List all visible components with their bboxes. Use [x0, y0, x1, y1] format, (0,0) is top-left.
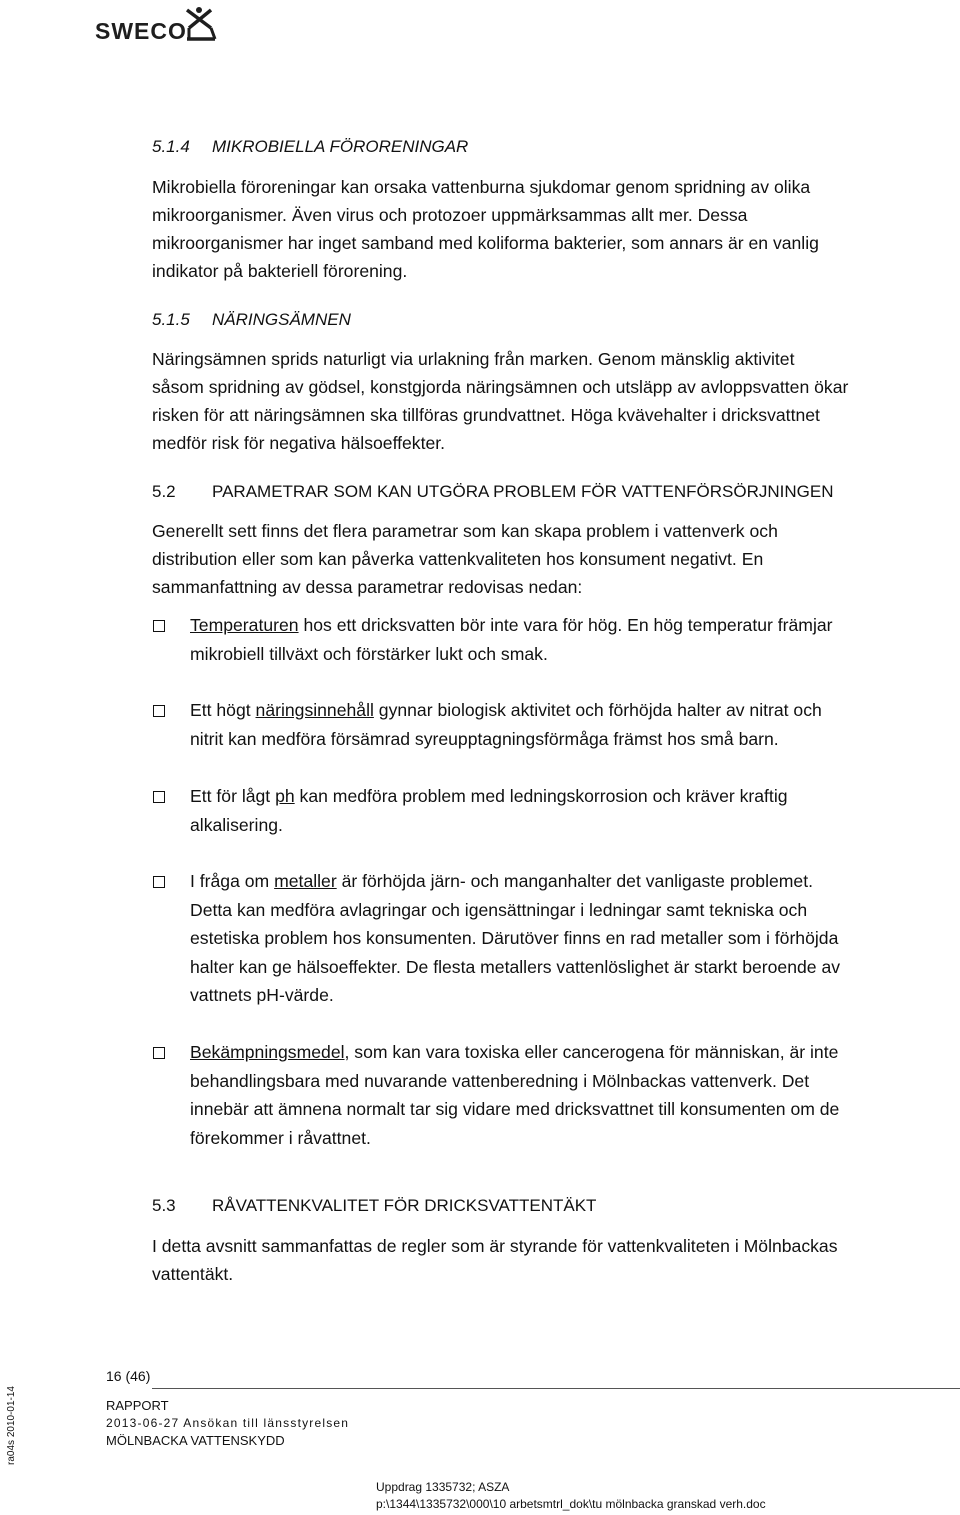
checkbox-bullet-icon [153, 876, 165, 888]
text-line: Näringsämnen sprids naturligt via urlakning från marken. Genom mänsklig aktivitet [152, 349, 795, 369]
section-title-53: RÅVATTENKVALITET FÖR DRICKSVATTENTÄKT [212, 1196, 597, 1215]
paragraph-52 [152, 517, 957, 601]
text-line: risken för att näringsämnen ska tillföras grundvattnet. Höga kvävehalter i dricksvattnet [152, 405, 820, 425]
text-line: mikroorganismer har inget samband med koliforma bakterier, som annars är en vanlig [152, 233, 819, 253]
checkbox-bullet-icon [153, 620, 165, 632]
text-line: förekommer i råvattnet. [190, 1127, 371, 1148]
checkbox-bullet-icon [153, 1047, 165, 1059]
text-line: distribution eller som kan påverka vattenkvaliteten hos konsument negativt. En [152, 549, 764, 569]
checkbox-bullet-icon [153, 791, 165, 803]
text-line: vattnets pH-värde. [190, 985, 334, 1005]
doc-type: RAPPORT [106, 1398, 169, 1413]
page-number: 16 (46) [106, 1368, 151, 1384]
side-code: ra04s 2010-01-14 [5, 1386, 17, 1465]
text-line: estetiska problem hos konsumenten. Därutöver finns en rad metaller som i förhöjda [190, 928, 839, 948]
company-logo: SWECO [95, 18, 187, 44]
section-number-514: 5.1.4 [152, 137, 190, 156]
text-line: innebär att ämnena normalt tar sig vidare med dricksvattnet till konsumenten om de [190, 1099, 840, 1119]
checkbox-bullet-icon [153, 705, 165, 717]
section-number-515: 5.1.5 [152, 310, 190, 329]
text-line: mikrobiell tillväxt och förstärker lukt och smak. [190, 643, 548, 664]
underlined-term: Bekämpningsmedel [190, 1042, 345, 1062]
bullet-nutrients [190, 696, 955, 753]
file-path: p:\1344\1335732\000\10 arbetsmtrl_dok\tu mölnbacka granskad verh.doc [376, 1497, 766, 1511]
text-line: I fråga om metaller är förhöjda järn- och manganhalter det vanligaste problemet. [190, 871, 813, 891]
text-line: Ett högt näringsinnehåll gynnar biologisk aktivitet och förhöjda halter av nitrat och [190, 700, 822, 720]
text-line: I detta avsnitt sammanfattas de regler som är styrande för vattenkvaliteten i Mölnbackas [152, 1236, 838, 1256]
bullet-metals [190, 867, 955, 1010]
text-line: nitrit kan medföra försämrad syreupptagningsförmåga främst hos små barn. [190, 728, 779, 749]
underlined-term: metaller [274, 871, 337, 891]
underlined-term: ph [275, 786, 295, 806]
text-line: Bekämpningsmedel, som kan vara toxiska eller cancerogena för människan, är inte [190, 1042, 839, 1062]
text-line: alkalisering. [190, 814, 283, 835]
text-line: Generellt sett finns det flera parametrar som kan skapa problem i vattenverk och [152, 521, 778, 541]
paragraph-514 [152, 173, 957, 285]
text-line: Ett för lågt ph kan medföra problem med ledningskorrosion och kräver kraftig [190, 786, 788, 806]
text-line: behandlingsbara med nuvarande vattenberedning i Mölnbackas vattenverk. Det [190, 1070, 810, 1091]
text-line: såsom spridning av gödsel, konstgjorda näringsämnen och utsläpp av avloppsvatten ökar [152, 377, 849, 397]
section-title-515: NÄRINGSÄMNEN [212, 310, 351, 329]
section-number-53: 5.3 [152, 1196, 176, 1215]
text-line: Mikrobiella föroreningar kan orsaka vattenburna sjukdomar genom spridning av olika [152, 177, 811, 197]
bullet-temperature [190, 611, 955, 668]
text-line: vattentäkt. [152, 1264, 234, 1284]
paragraph-53 [152, 1232, 957, 1288]
sweco-logo-icon [185, 4, 217, 42]
footer-divider [152, 1388, 960, 1389]
text-line: indikator på bakteriell förorening. [152, 261, 408, 281]
section-number-52: 5.2 [152, 482, 176, 501]
project-name: MÖLNBACKA VATTENSKYDD [106, 1433, 285, 1448]
doc-date-line: 2013-06-27 Ansökan till länsstyrelsen [106, 1416, 350, 1430]
section-title-514: MIKROBIELLA FÖRORENINGAR [212, 137, 469, 156]
text-line: Temperaturen hos ett dricksvatten bör inte vara för hög. En hög temperatur främjar [190, 615, 833, 635]
paragraph-515 [152, 345, 957, 457]
text-line: Detta kan medföra avlagringar och igensättningar i ledningar samt tekniska och [190, 899, 808, 920]
bullet-pesticides [190, 1038, 955, 1152]
text-line: sammanfattning av dessa parametrar redovisas nedan: [152, 577, 583, 597]
underlined-term: Temperaturen [190, 615, 299, 635]
bullet-ph [190, 782, 955, 839]
text-line: medför risk för negativa hälsoeffekter. [152, 433, 446, 453]
section-title-52: PARAMETRAR SOM KAN UTGÖRA PROBLEM FÖR VATTENFÖRSÖRJNINGEN [212, 482, 834, 501]
text-line: mikroorganismer. Även virus och protozoer uppmärksammas allt mer. Dessa [152, 205, 748, 225]
text-line: halter kan ge hälsoeffekter. De flesta metallers vattenlöslighet är starkt beroende av [190, 956, 841, 977]
assignment-ref: Uppdrag 1335732; ASZA [376, 1480, 510, 1494]
underlined-term: näringsinnehåll [255, 700, 374, 720]
